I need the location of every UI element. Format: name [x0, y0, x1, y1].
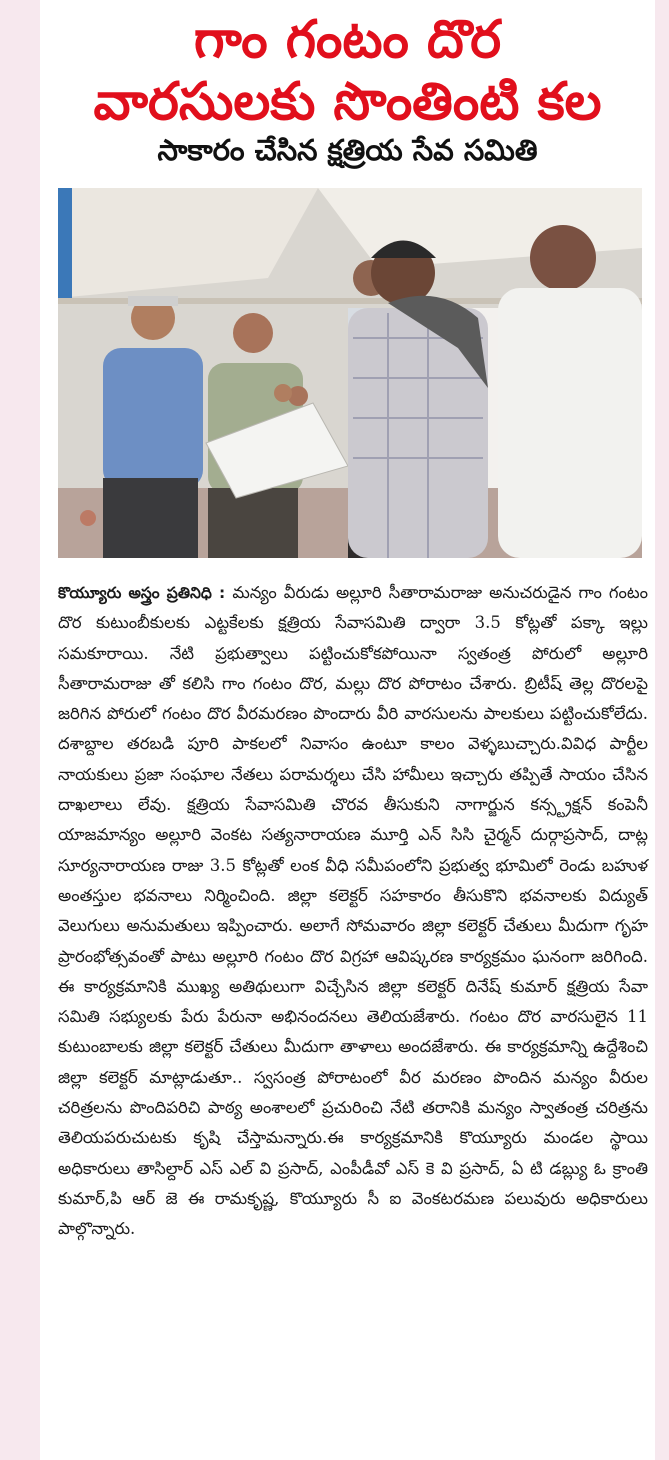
subheadline: సాకారం చేసిన క్షత్రియ సేవ సమితి	[157, 133, 538, 167]
article-text: మన్యం వీరుడు అల్లూరి సీతారామరాజు అనుచరుడైన గాం గంటం దొర కుటుంబీకులకు ఎట్టకేలకు క్షత్రియ సేవాసమితి ద్వారా 3.5 కోట్లతో పక్కా ఇల్లు సమకూరాయి. నేటి ప్రభుత్వాలు పట్టించుకోకపోయినా స్వతంత్ర పోరులో అల్లూరి సీతారామరాజు తో కలిసి గాం గంటం దొర, మల్లు దొర పోరాటం చేశారు. బ్రిటీష్ తెల్ల దొరలపై జరిగిన పోరులో గంటం దొర వీరమరణం పొందారు వీరి వారసులను పాలకులు పట్టించుకోలేదు. దశాబ్దాల తరబడి పూరి పాకలలో నివాసం ఉంటూ కాలం వెళ్ళబుచ్చారు.వివిధ పార్టీల నాయకులు ప్రజా సంఘాల నేతలు పరామర్శలు చేసి హామీలు ఇచ్చారు తప్పితే సాయం చేసిన దాఖలాలు లేవు. క్షత్రియ సేవాసమితి చొరవ తీసుకుని నాగార్జున కన్స్ట్రక్షన్ కంపెనీ యాజమాన్యం అల్లూరి వెంకట సత్యనారాయణ మూర్తి ఎన్ సిసి చైర్మన్ దుర్గాప్రసాద్, దాట్ల సూర్యనారాయణ రాజు 3.5 కోట్లతో లంక వీధి సమీపంలోని ప్రభుత్వ భూమిలో రెండు బహుళ అంతస్తుల భవనాలు నిర్మించింది. జిల్లా కలెక్టర్ సహకారం తీసుకొని భవనాలకు విద్యుత్ వెలుగులు అనుమతులు ఇప్పించారు. అలాగే సోమవారం జిల్లా కలెక్టర్ చేతులు మీదుగా గృహ ప్రారంభోత్సవంతో పాటు అల్లూరి గంటం దొర విగ్రహా ఆవిష్కరణ కార్యక్రమం ఘనంగా జరిగింది. ఈ కార్యక్రమానికి ముఖ్య అతిథులుగా విచ్చేసిన జిల్లా కలెక్టర్ దినేష్ కుమార్ క్షత్రియ సేవా సమితి సభ్యులకు పేరు పేరునా అభినందనలు తెలియజేశారు. గంటం దొర వారసులైన 11 కుటుంబాలకు జిల్లా కలెక్టర్ చేతులు మీదుగా తాళాలు అందజేశారు. ఈ కార్యక్రమాన్ని ఉద్దేశించి జిల్లా కలెక్టర్ మాట్లాడుతూ.. స్వసంత్ర పోరాటంలో వీర మరణం పొందిన మన్యం వీరుల చరిత్రలను పొందిపరిచి పాఠ్య అంశాలలో ప్రచురించి నేటి తరానికి మన్యం స్వాతంత్ర చరిత్రను తెలియపరుచుటకు కృషి చేస్తామన్నారు.ఈ కార్యక్రమానికి కొయ్యూరు మండల స్థాయి అధికారులు తాసిల్దార్ ఎస్ ఎల్ వి ప్రసాద్, ఎంపీడీవో ఎస్ కె వి ప్రసాద్, ఏ టి డబ్ల్యు ఓ క్రాంతి కుమార్,పి ఆర్ జె ఈ రామకృష్ణ, కొయ్యూరు సీ ఐ వెంకటరమణ పలువురు అధికారులు పాల్గొన్నారు.	[58, 583, 648, 1239]
right-margin-band	[655, 0, 669, 1460]
news-article	[40, 0, 655, 1460]
article-dateline: కొయ్యూరు అస్త్రం ప్రతినిధి :	[58, 584, 233, 602]
headline-line-2: వారసులకు సొంతింటి కల	[93, 72, 602, 132]
article-body	[58, 578, 648, 1245]
event-photo	[58, 188, 642, 558]
left-margin-band	[0, 0, 40, 1460]
headline-line-1: గాం గంటం దొర	[193, 10, 502, 70]
